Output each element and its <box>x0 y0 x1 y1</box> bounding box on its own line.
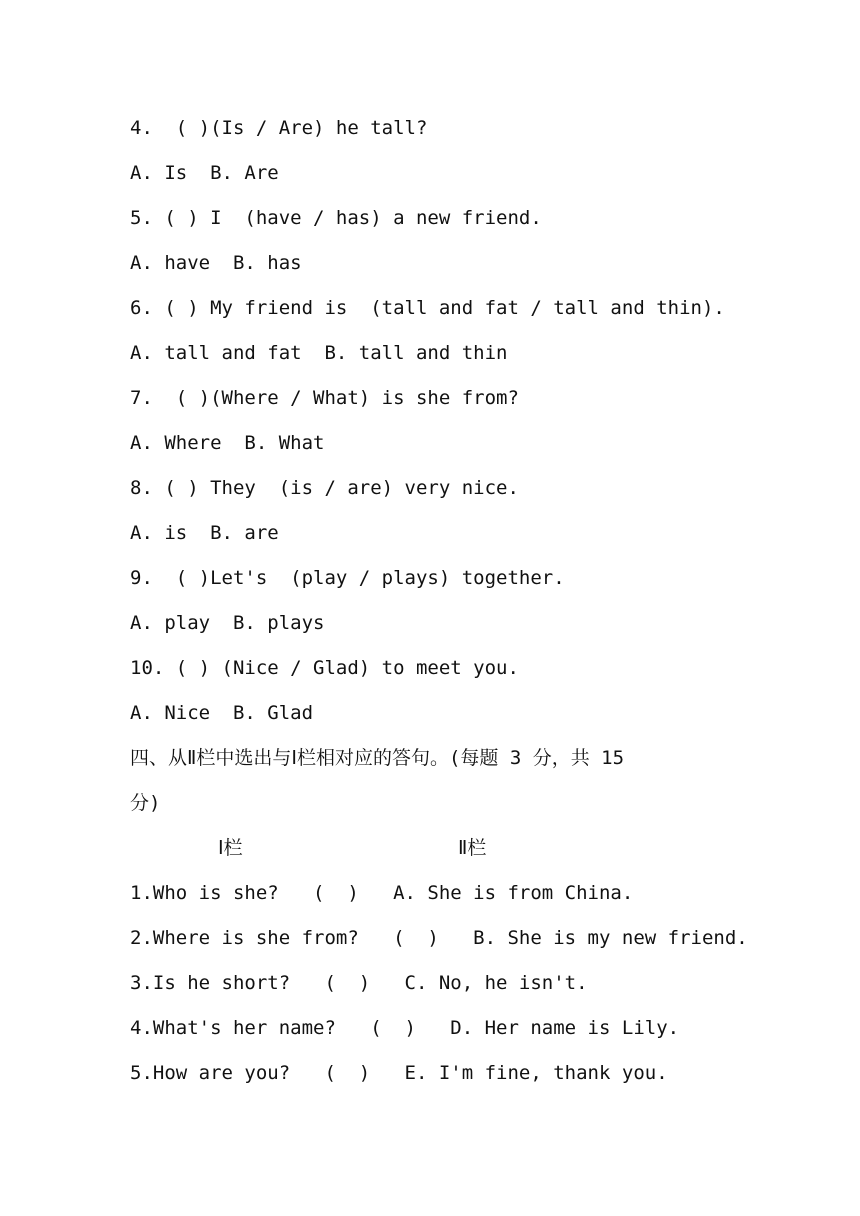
question-6-options: A. tall and fat B. tall and thin <box>130 342 508 364</box>
question-9-options: A. play B. plays <box>130 612 325 634</box>
question-6: 6. ( ) My friend is (tall and fat / tall and thin). <box>130 297 725 319</box>
question-5: 5. ( ) I (have / has) a new friend. <box>130 207 542 229</box>
question-7: 7. ( )(Where / What) is she from? <box>130 387 519 409</box>
question-10-options: A. Nice B. Glad <box>130 702 314 724</box>
question-4-options: A. Is B. Are <box>130 162 279 184</box>
match-item-1: 1.Who is she? ( ) A. She is from China. <box>130 882 634 904</box>
section-4-heading-cont: 分) <box>130 792 161 814</box>
question-8: 8. ( ) They (is / are) very nice. <box>130 477 519 499</box>
column-2-header: Ⅱ栏 <box>458 837 487 859</box>
question-8-options: A. is B. are <box>130 522 279 544</box>
match-item-4: 4.What's her name? ( ) D. Her name is Lily. <box>130 1017 680 1039</box>
question-9: 9. ( )Let's (play / plays) together. <box>130 567 565 589</box>
question-10: 10. ( ) (Nice / Glad) to meet you. <box>130 657 519 679</box>
question-7-options: A. Where B. What <box>130 432 325 454</box>
question-5-options: A. have B. has <box>130 252 302 274</box>
match-item-3: 3.Is he short? ( ) C. No, he isn't. <box>130 972 588 994</box>
match-item-5: 5.How are you? ( ) E. I'm fine, thank you. <box>130 1062 668 1084</box>
match-item-2: 2.Where is she from? ( ) B. She is my new friend. <box>130 927 748 949</box>
section-4-heading: 四、从Ⅱ栏中选出与Ⅰ栏相对应的答句。(每题 3 分，共 15 <box>130 747 625 769</box>
question-4: 4. ( )(Is / Are) he tall? <box>130 117 428 139</box>
column-1-header: Ⅰ栏 <box>218 837 243 859</box>
